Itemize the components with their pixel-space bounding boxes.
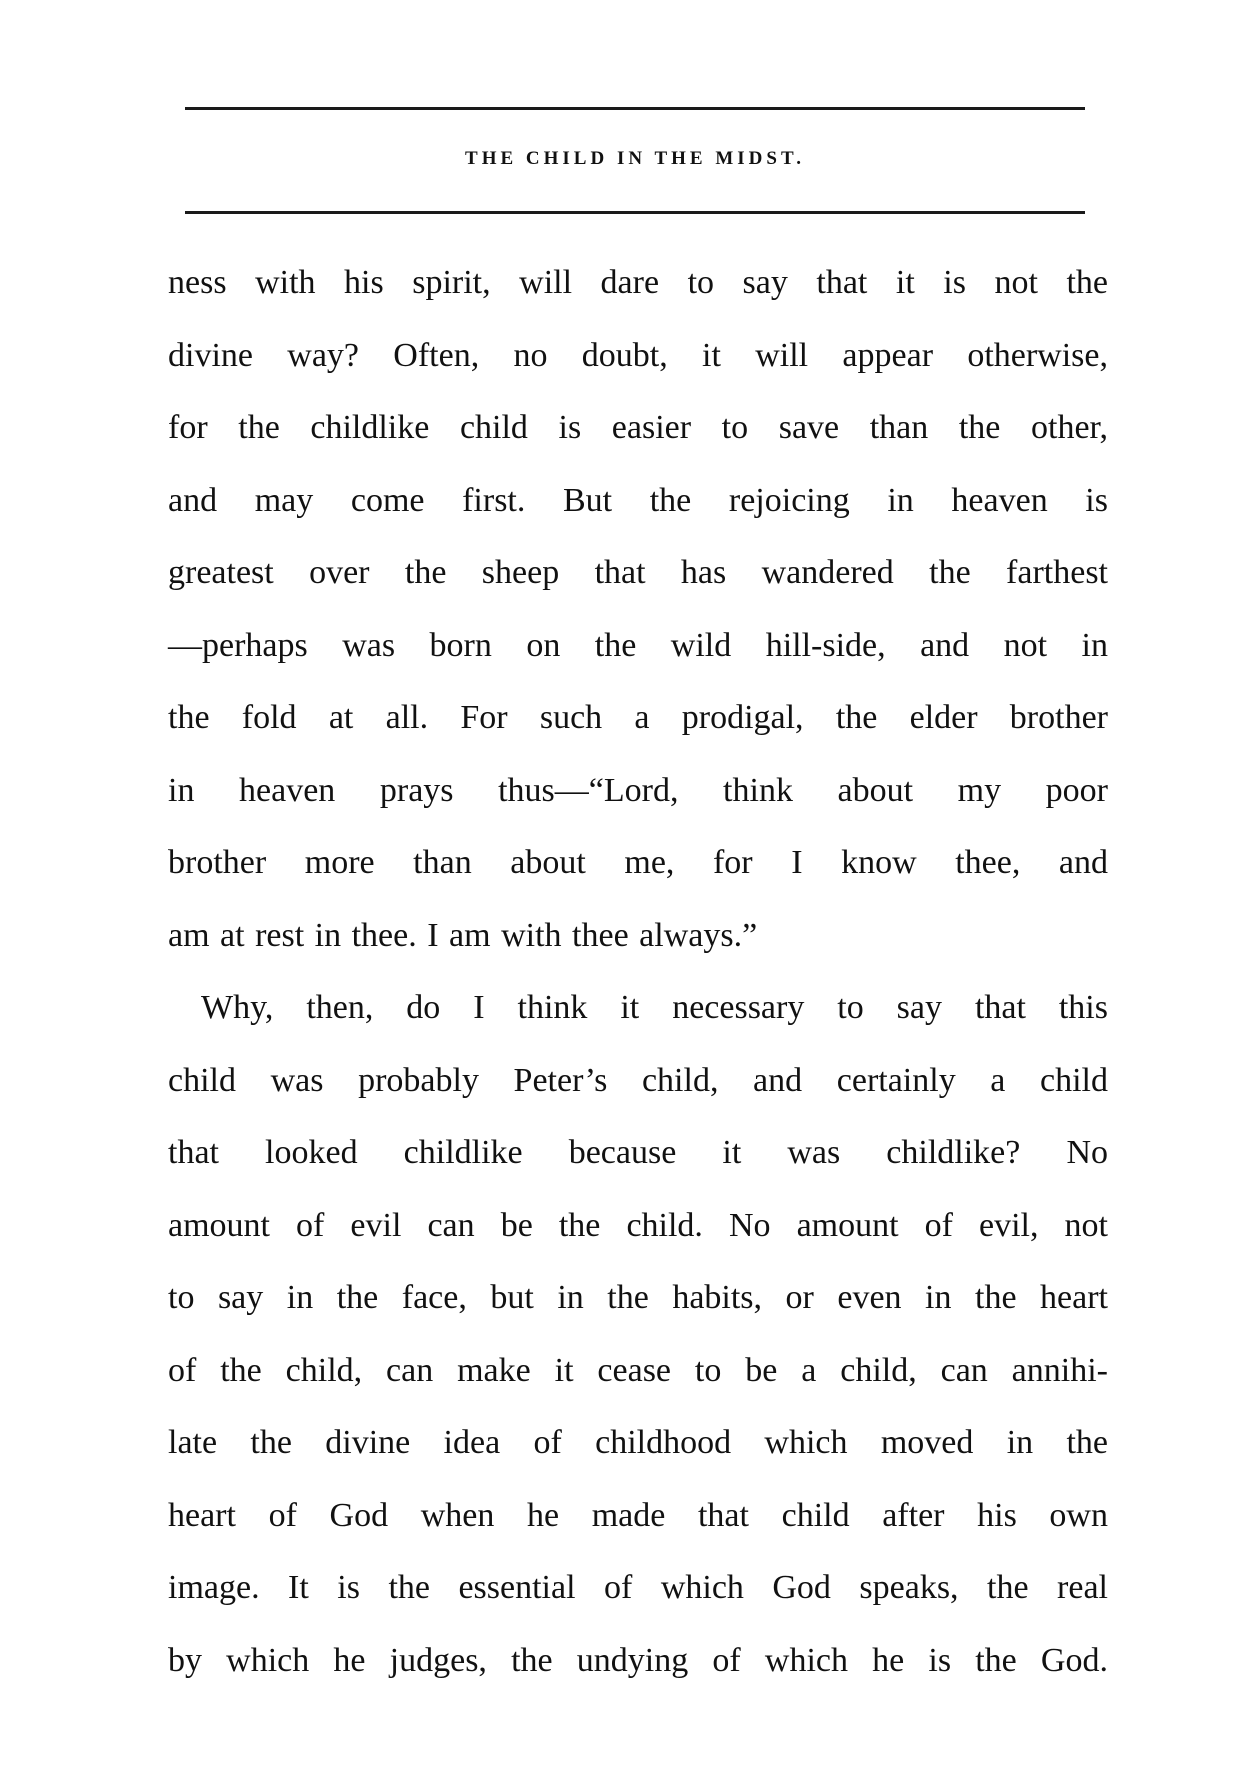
text-line: brother more than about me, for I know thee, and	[168, 844, 1108, 881]
text-line: greatest over the sheep that has wandered the farthest	[168, 554, 1108, 591]
text-line: for the childlike child is easier to save than the other,	[168, 409, 1108, 446]
text-line: of the child, can make it cease to be a child, can annihi-	[168, 1351, 1108, 1389]
text-line: to say in the face, but in the habits, or even in the heart	[168, 1279, 1108, 1316]
text-line: amount of evil can be the child. No amount of evil, not	[168, 1206, 1108, 1244]
text-line: and may come first. But the rejoicing in heaven is	[168, 481, 1108, 519]
text-line: late the divine idea of childhood which moved in the	[168, 1424, 1108, 1461]
text-line: am at rest in thee. I am with thee always.”	[168, 916, 758, 954]
body-text	[168, 263, 1108, 1713]
text-line: in heaven prays thus—“Lord, think about my poor	[168, 771, 1108, 809]
header-bottom-rule	[185, 211, 1085, 214]
text-line: divine way? Often, no doubt, it will appear otherwise,	[168, 336, 1108, 374]
text-line: image. It is the essential of which God speaks, the real	[168, 1569, 1108, 1606]
running-title: THE CHILD IN THE MIDST.	[465, 148, 805, 169]
text-line: the fold at all. For such a prodigal, the elder brother	[168, 699, 1108, 736]
text-line: child was probably Peter’s child, and certainly a child	[168, 1061, 1108, 1099]
text-line: by which he judges, the undying of which he is the God.	[168, 1641, 1108, 1679]
text-line: —perhaps was born on the wild hill-side, and not in	[168, 626, 1108, 664]
text-line: ness with his spirit, will dare to say that it is not the	[168, 264, 1108, 301]
header-top-rule	[185, 107, 1085, 110]
text-line: that looked childlike because it was childlike? No	[168, 1134, 1108, 1171]
text-line: heart of God when he made that child after his own	[168, 1496, 1108, 1534]
text-line: Why, then, do I think it necessary to say that this	[201, 989, 1108, 1026]
